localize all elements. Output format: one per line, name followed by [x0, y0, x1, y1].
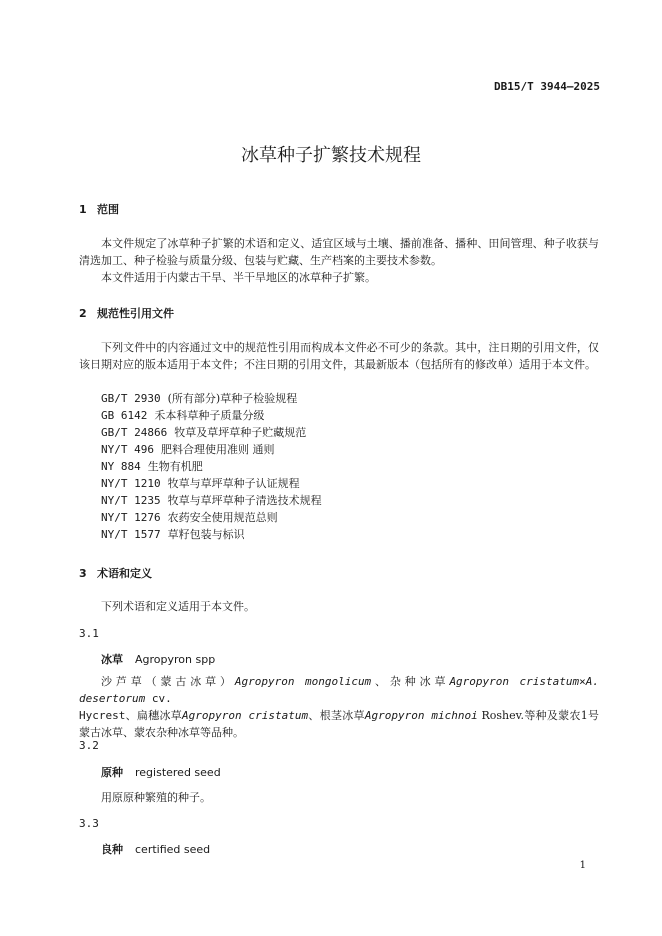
section-3-intro: 下列术语和定义适用于本文件。: [101, 600, 255, 613]
section-1-heading: [79, 201, 119, 217]
section-3-number: 3: [79, 567, 87, 580]
section-2-heading: [79, 305, 174, 321]
reference-item: GB/T 2930 (所有部分)草种子检验规程: [101, 392, 298, 405]
term-zh: 冰草: [101, 653, 123, 666]
section-1-title: 范围: [97, 203, 119, 216]
term-number: 3.2: [79, 739, 99, 752]
section-2-intro: 下列文件中的内容通过文中的规范性引用而构成本文件必不可少的条款。其中，注日期的引用文件，仅该日期对应的版本适用于本文件；不注日期的引用文件，其最新版本（包括所有的修改单）适用于本文件。: [79, 341, 599, 371]
reference-item: NY/T 1276 农药安全使用规范总则: [101, 511, 278, 524]
reference-item: NY/T 1210 牧草与草坪草种子认证规程: [101, 477, 300, 490]
reference-item: NY/T 496 肥料合理使用准则 通则: [101, 443, 275, 456]
reference-item: GB 6142 禾本科草种子质量分级: [101, 409, 265, 422]
section-1-number: 1: [79, 203, 87, 216]
section-2-number: 2: [79, 307, 87, 320]
section-2-title: 规范性引用文件: [97, 307, 174, 320]
term-heading: [101, 841, 210, 857]
term-en: Agropyron spp: [135, 653, 216, 666]
term-number: 3.1: [79, 627, 99, 640]
term-heading: [101, 651, 215, 667]
term-definition: 沙芦草（蒙古冰草）Agropyron mongolicum、杂种冰草Agropyron cristatum×A. desertorum cv. Hycrest、扁穗冰草Agropyron cristatum、根茎冰草Agropyron michnoi Roshev.等种及蒙农1号蒙古冰草、蒙农杂种冰草等品种。: [79, 675, 600, 739]
reference-item: GB/T 24866 牧草及草坪草种子贮藏规范: [101, 426, 307, 439]
reference-item: NY/T 1235 牧草与草坪草种子清选技术规程: [101, 494, 322, 507]
term-definition: 用原原种繁殖的种子。: [101, 791, 211, 804]
term-number: 3.3: [79, 817, 99, 830]
page-number: 1: [579, 860, 586, 871]
section-3-title: 术语和定义: [97, 567, 152, 580]
term-en: registered seed: [135, 766, 221, 779]
term-en: certified seed: [135, 843, 211, 856]
section-1-paragraph-2: 本文件适用于内蒙古干旱、半干旱地区的冰草种子扩繁。: [101, 271, 376, 284]
term-heading: [101, 764, 221, 780]
term-zh: 良种: [101, 843, 123, 856]
term-zh: 原种: [101, 766, 123, 779]
section-1-paragraph-1: 本文件规定了冰草种子扩繁的术语和定义、适宜区域与土壤、播前准备、播种、田间管理、种子收获与清选加工、种子检验与质量分级、包装与贮藏、生产档案的主要技术参数。: [79, 237, 599, 267]
page-title: 冰草种子扩繁技术规程: [241, 145, 421, 166]
document-number: DB15/T 3944—2025: [494, 80, 600, 93]
section-3-heading: [79, 565, 152, 581]
reference-item: NY/T 1577 草籽包装与标识: [101, 528, 245, 541]
reference-item: NY 884 生物有机肥: [101, 460, 203, 473]
